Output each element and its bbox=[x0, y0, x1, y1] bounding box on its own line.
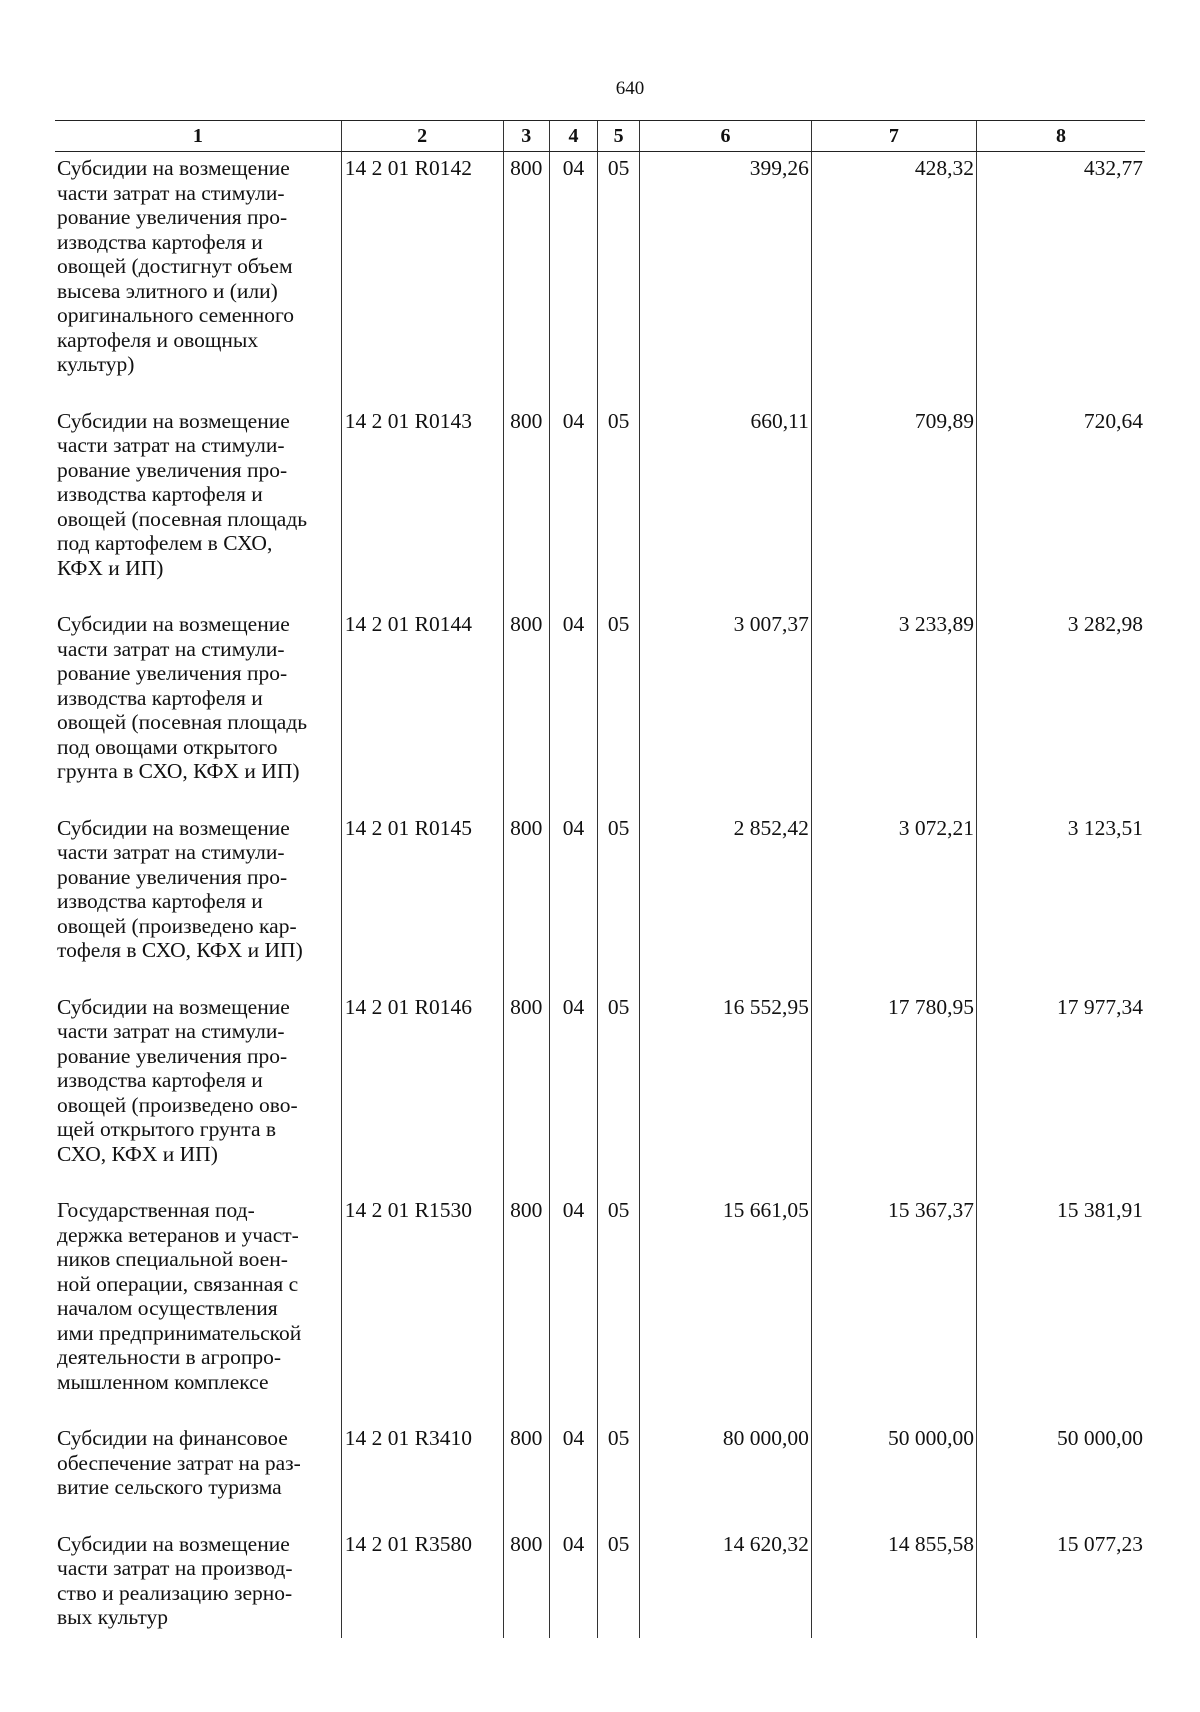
row-value-6: 14 620,32 bbox=[640, 1528, 812, 1638]
row-value-6: 3 007,37 bbox=[640, 608, 812, 812]
row-col4: 04 bbox=[549, 812, 597, 991]
row-col5: 05 bbox=[598, 608, 640, 812]
row-code: 14 2 01 R3580 bbox=[341, 1528, 503, 1638]
table-row bbox=[55, 152, 1145, 405]
row-value-8: 15 077,23 bbox=[976, 1528, 1145, 1638]
row-description: Государственная под- держка ветеранов и участ- ников специальной воен- ной операции, связанная с началом осуществления ими предпринимательской деятельности в агропро- мышленном комплексе bbox=[57, 1198, 302, 1394]
row-col5: 05 bbox=[598, 1194, 640, 1422]
table-row bbox=[55, 1194, 1145, 1422]
row-code: 14 2 01 R0143 bbox=[341, 405, 503, 609]
row-code: 14 2 01 R3410 bbox=[341, 1422, 503, 1528]
row-value-8: 17 977,34 bbox=[976, 991, 1145, 1195]
row-value-8: 3 123,51 bbox=[976, 812, 1145, 991]
row-value-8: 50 000,00 bbox=[976, 1422, 1145, 1528]
row-value-8: 432,77 bbox=[976, 152, 1145, 405]
table-header-row bbox=[55, 121, 1145, 152]
row-col3: 800 bbox=[503, 405, 549, 609]
row-col3: 800 bbox=[503, 991, 549, 1195]
row-value-7: 17 780,95 bbox=[811, 991, 976, 1195]
table-row bbox=[55, 991, 1145, 1195]
row-col3: 800 bbox=[503, 1528, 549, 1638]
row-code: 14 2 01 R1530 bbox=[341, 1194, 503, 1422]
row-value-6: 399,26 bbox=[640, 152, 812, 405]
col-header: 6 bbox=[640, 121, 812, 152]
row-value-7: 14 855,58 bbox=[811, 1528, 976, 1638]
row-col5: 05 bbox=[598, 1528, 640, 1638]
row-description: Субсидии на возмещение части затрат на стимули- рование увеличения про- изводства картофеля и овощей (произведено кар- тофеля в СХО, КФХ и ИП) bbox=[57, 815, 303, 962]
col-header: 1 bbox=[55, 121, 341, 152]
row-description: Субсидии на возмещение части затрат на стимули- рование увеличения про- изводства картофеля и овощей (посевная площадь под овощами открытого грунта в СХО, КФХ и ИП) bbox=[57, 612, 308, 783]
row-col5: 05 bbox=[598, 812, 640, 991]
table-row bbox=[55, 812, 1145, 991]
row-value-7: 50 000,00 bbox=[811, 1422, 976, 1528]
row-code: 14 2 01 R0142 bbox=[341, 152, 503, 405]
col-header: 4 bbox=[549, 121, 597, 152]
row-value-6: 16 552,95 bbox=[640, 991, 812, 1195]
col-header: 8 bbox=[976, 121, 1145, 152]
row-value-6: 2 852,42 bbox=[640, 812, 812, 991]
row-col5: 05 bbox=[598, 152, 640, 405]
row-col3: 800 bbox=[503, 608, 549, 812]
row-value-7: 428,32 bbox=[811, 152, 976, 405]
row-code: 14 2 01 R0146 bbox=[341, 991, 503, 1195]
row-col4: 04 bbox=[549, 1528, 597, 1638]
col-header: 2 bbox=[341, 121, 503, 152]
col-header: 3 bbox=[503, 121, 549, 152]
row-col4: 04 bbox=[549, 1422, 597, 1528]
row-value-8: 15 381,91 bbox=[976, 1194, 1145, 1422]
page-number: 640 bbox=[615, 78, 645, 99]
row-value-7: 3 233,89 bbox=[811, 608, 976, 812]
row-description: Субсидии на финансовое обеспечение затрат на раз- витие сельского туризма bbox=[57, 1426, 301, 1499]
row-col4: 04 bbox=[549, 991, 597, 1195]
row-col3: 800 bbox=[503, 152, 549, 405]
row-value-6: 80 000,00 bbox=[640, 1422, 812, 1528]
row-col5: 05 bbox=[598, 1422, 640, 1528]
col-header: 7 bbox=[811, 121, 976, 152]
row-code: 14 2 01 R0144 bbox=[341, 608, 503, 812]
table-row bbox=[55, 1422, 1145, 1528]
row-description: Субсидии на возмещение части затрат на производ- ство и реализацию зерно- вых культур bbox=[57, 1531, 293, 1629]
row-description: Субсидии на возмещение части затрат на стимули- рование увеличения про- изводства картофеля и овощей (посевная площадь под картофелем в СХО, КФХ и ИП) bbox=[57, 408, 308, 580]
row-code: 14 2 01 R0145 bbox=[341, 812, 503, 991]
row-value-7: 15 367,37 bbox=[811, 1194, 976, 1422]
row-col4: 04 bbox=[549, 608, 597, 812]
row-description: Субсидии на возмещение части затрат на стимули- рование увеличения про- изводства картофеля и овощей (произведено ово- щей открытого грунта в СХО, КФХ и ИП) bbox=[57, 994, 298, 1166]
row-col5: 05 bbox=[598, 405, 640, 609]
table-row bbox=[55, 1528, 1145, 1638]
row-value-8: 720,64 bbox=[976, 405, 1145, 609]
budget-table bbox=[55, 120, 1145, 1638]
row-col4: 04 bbox=[549, 405, 597, 609]
row-col3: 800 bbox=[503, 1422, 549, 1528]
row-col3: 800 bbox=[503, 1194, 549, 1422]
table-row bbox=[55, 608, 1145, 812]
row-col3: 800 bbox=[503, 812, 549, 991]
row-value-7: 709,89 bbox=[811, 405, 976, 609]
row-col5: 05 bbox=[598, 991, 640, 1195]
row-value-6: 15 661,05 bbox=[640, 1194, 812, 1422]
col-header: 5 bbox=[598, 121, 640, 152]
table-row bbox=[55, 405, 1145, 609]
row-value-7: 3 072,21 bbox=[811, 812, 976, 991]
row-col4: 04 bbox=[549, 152, 597, 405]
row-col4: 04 bbox=[549, 1194, 597, 1422]
row-value-8: 3 282,98 bbox=[976, 608, 1145, 812]
row-description: Субсидии на возмещение части затрат на стимули- рование увеличения про- изводства картофеля и овощей (достигнут объем высева элитного и (или) оригинального семенного картофеля и овощных культур) bbox=[57, 156, 295, 376]
row-value-6: 660,11 bbox=[640, 405, 812, 609]
